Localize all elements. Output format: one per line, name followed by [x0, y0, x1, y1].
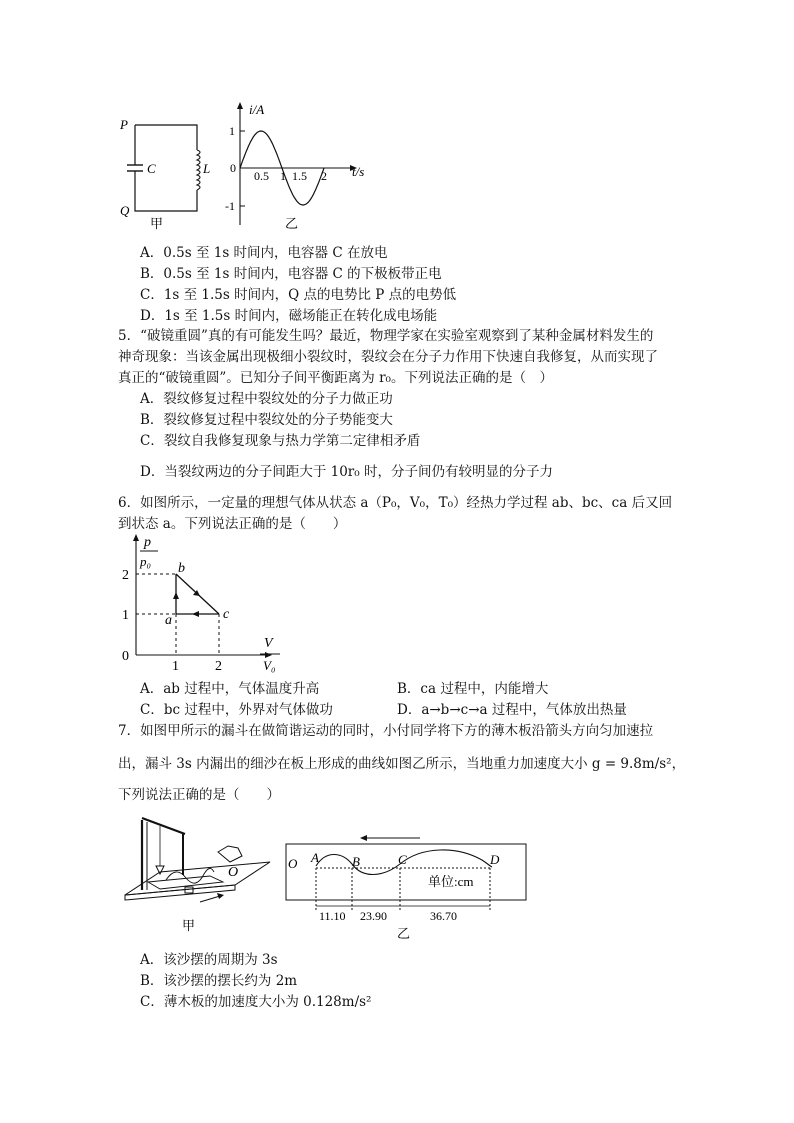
caption-yi-sand: 乙 [397, 926, 411, 941]
caption-jia-sand: 甲 [182, 918, 196, 933]
q6-stem-1: 6．如图所示，一定量的理想气体从状态 a（P₀，V₀，T₀）经热力学过程 ab、bc、ca 后又回 [118, 495, 673, 511]
pv-diagram [118, 530, 288, 680]
dim-bc: 23.90 [360, 909, 387, 923]
q5-option-b: B．裂纹修复过程中裂纹处的分子势能变大 [140, 412, 393, 428]
q6-option-b: B．ca 过程中，内能增大 [397, 681, 549, 697]
x-tick-0-5: 0.5 [254, 169, 269, 183]
q5-option-a: A．裂纹修复过程中裂纹处的分子力做正功 [140, 391, 393, 407]
pv-y-tick-2: 2 [122, 568, 129, 583]
q5-stem-3: 真正的“破镜重圆”。已知分子间平衡距离为 r₀。下列说法正确的是（ ） [118, 370, 553, 386]
caption-yi-graph: 乙 [285, 216, 299, 231]
label-l: L [203, 161, 211, 176]
label-p: P [120, 117, 128, 132]
sand-trace-diagram [282, 820, 532, 940]
q4-option-c: C．1s 至 1.5s 时间内，Q 点的电势比 P 点的电势低 [140, 287, 457, 303]
y-axis-label: i/A [249, 102, 265, 117]
y-tick-neg1: -1 [225, 199, 235, 213]
x-tick-2: 2 [321, 169, 327, 183]
pv-y-tick-0: 0 [122, 649, 129, 664]
dim-ab: 11.10 [319, 909, 346, 923]
q6-option-a: A．ab 过程中，气体温度升高 [140, 681, 320, 697]
label-q: Q [120, 203, 130, 218]
caption-jia-lc: 甲 [150, 216, 164, 231]
y-tick-0: 0 [230, 161, 236, 175]
label-b: B [352, 854, 360, 869]
label-c: C [398, 852, 407, 867]
q5-stem-2: 神奇现象：当该金属出现极细小裂纹时，裂纹会在分子力作用下快速自我修复，从而实现了 [118, 349, 658, 365]
x-tick-1-5: 1.5 [292, 169, 307, 183]
q5-option-d: D．当裂纹两边的分子间距大于 10r₀ 时，分子间仍有较明显的分子力 [140, 464, 553, 480]
pv-y-label: p [144, 535, 151, 550]
pv-x-tick-1: 1 [172, 659, 179, 674]
point-a: a [165, 613, 172, 628]
label-a: A [311, 850, 319, 865]
q6-stem-2: 到状态 a。下列说法正确的是（ ） [118, 516, 347, 532]
point-b: b [178, 561, 185, 576]
q5-stem-1: 5．“破镜重圆”真的有可能发生吗？最近，物理学家在实验室观察到了某种金属材料发生的 [118, 328, 654, 344]
pv-y-sub: p₀ [140, 554, 152, 569]
x-axis-label: t/s [352, 164, 365, 179]
pv-x-sub: V₀ [263, 658, 276, 673]
unit-label: 单位:cm [428, 874, 474, 889]
y-tick-1: 1 [229, 124, 235, 138]
q6-option-d: D．a→b→c→a 过程中，气体放出热量 [397, 702, 627, 718]
label-o-apparatus: O [228, 865, 239, 880]
label-c: C [147, 161, 156, 176]
q6-option-c: C．bc 过程中，外界对气体做功 [140, 702, 333, 718]
pv-x-label: V [264, 636, 273, 651]
sand-pendulum-apparatus [120, 810, 270, 940]
q7-stem-3: 下列说法正确的是（ ） [118, 787, 280, 803]
pv-y-tick-1: 1 [122, 608, 129, 623]
q7-stem-2: 出，漏斗 3s 内漏出的细沙在板上形成的曲线如图乙所示，当地重力加速度大小 g = 9.8m/s²， [118, 756, 686, 772]
q5-option-c: C．裂纹自我修复现象与热力学第二定律相矛盾 [140, 433, 421, 449]
dim-cd: 36.70 [430, 909, 457, 923]
q4-option-a: A．0.5s 至 1s 时间内，电容器 C 在放电 [140, 245, 388, 261]
point-c: c [223, 607, 230, 622]
q4-option-d: D．1s 至 1.5s 时间内，磁场能正在转化成电场能 [140, 308, 438, 324]
q7-option-b: B．该沙摆的摆长约为 2m [140, 973, 298, 989]
label-o-board: O [288, 856, 298, 871]
q7-option-c: C．薄木板的加速度大小为 0.128m/s² [140, 994, 372, 1010]
pv-x-tick-2: 2 [215, 659, 222, 674]
lc-circuit-diagram [115, 115, 215, 235]
current-time-graph [225, 100, 365, 240]
label-d: D [490, 852, 500, 867]
q4-option-b: B．0.5s 至 1s 时间内，电容器 C 的下极板带正电 [140, 266, 442, 282]
q7-option-a: A．该沙摆的周期为 3s [140, 952, 278, 968]
x-tick-1: 1 [280, 169, 286, 183]
q7-stem-1: 7．如图甲所示的漏斗在做简谐运动的同时，小付同学将下方的薄木板沿箭头方向匀加速拉 [118, 723, 654, 739]
